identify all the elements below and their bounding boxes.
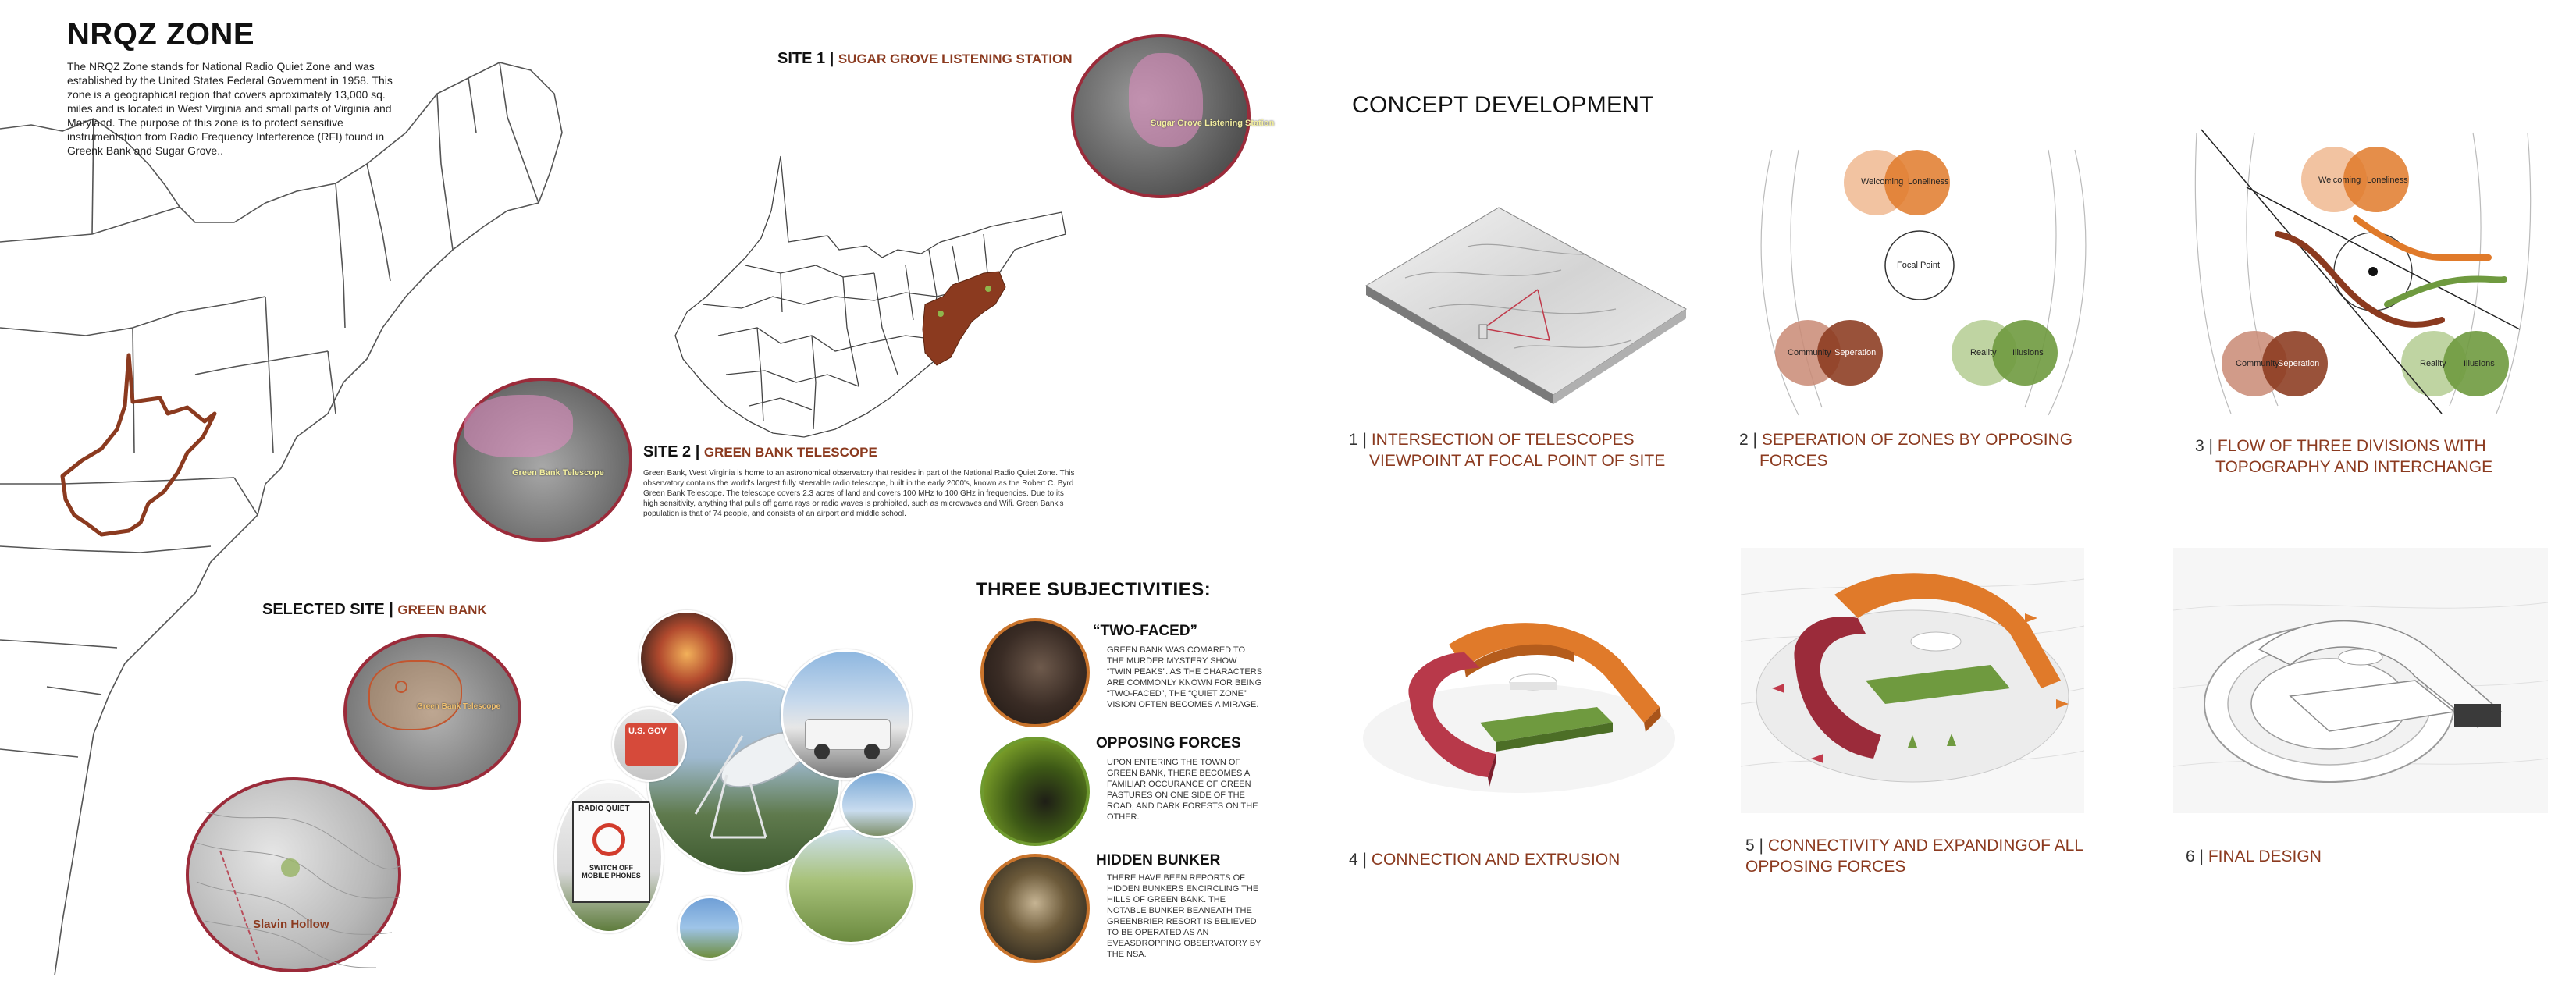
- caption-6: [2186, 846, 2529, 867]
- green-bank-circle-label: Green Bank Telescope: [512, 468, 604, 478]
- caption-3-text: FLOW OF THREE DIVISIONS WITH: [2217, 437, 2486, 455]
- caption-4-num: 4 |: [1349, 851, 1372, 869]
- venn3-community-label: Community: [2236, 359, 2279, 368]
- caption-6-num: 6 |: [2186, 848, 2208, 865]
- sugar-grove-aerial-circle: [1071, 34, 1275, 198]
- nrqz-title: NRQZ ZONE: [67, 17, 255, 52]
- caption-2-num: 2 |: [1739, 431, 1762, 449]
- site1-name: SUGAR GROVE LISTENING STATION: [838, 52, 1073, 66]
- caption-2-text2: FORCES: [1759, 452, 1828, 470]
- venn3-loneliness-label: Loneliness: [2367, 176, 2408, 185]
- caption-1: [1349, 429, 1685, 471]
- green-bank-aerial-circle: [453, 378, 632, 542]
- venn3-welcoming-label: Welcoming: [2318, 176, 2361, 185]
- site2-name: GREEN BANK TELESCOPE: [703, 445, 877, 460]
- site2-heading: [643, 443, 877, 461]
- caption-1-text: INTERSECTION OF TELESCOPES: [1371, 431, 1635, 449]
- caption-5-text: CONNECTIVITY AND EXPANDINGOF ALL: [1767, 837, 2083, 855]
- selected-circle1-label: Green Bank Telescope: [417, 702, 501, 711]
- caption-3-text2: TOPOGRAPHY AND INTERCHANGE: [2215, 458, 2493, 476]
- slavin-hollow-topo-circle: [186, 777, 401, 972]
- caption-5-text2: OPPOSING FORCES: [1745, 858, 1906, 876]
- photo-sky-dish: [840, 771, 915, 838]
- photo-landscape-small: [678, 896, 742, 960]
- topo-lines: [189, 780, 404, 975]
- venn2-illusions-label: Illusions: [2012, 348, 2044, 357]
- us-gov-sign-text: U.S. GOV: [628, 727, 667, 736]
- photo-us-gov-sign: [612, 707, 687, 782]
- photo-radio-quiet-sign: [554, 780, 664, 933]
- venn3-illusions-label: Illusions: [2464, 359, 2495, 368]
- caption-1-num: 1 |: [1349, 431, 1372, 449]
- photo-truck: [781, 649, 912, 780]
- concept-development-heading: CONCEPT DEVELOPMENT: [1352, 92, 1654, 118]
- subjectivity-title-3: HIDDEN BUNKER: [1096, 852, 1221, 869]
- caption-2-text: SEPERATION OF ZONES BY OPPOSING: [1761, 431, 2073, 449]
- venn2-reality-label: Reality: [1970, 348, 1997, 357]
- selected-prefix: SELECTED SITE |: [262, 601, 398, 618]
- diagram-3-flow: [2192, 125, 2535, 421]
- three-subjectivities-heading: THREE SUBJECTIVITIES:: [976, 579, 1212, 600]
- photo-valley-observatory: [787, 827, 915, 944]
- venn2-loneliness-label: Loneliness: [1908, 177, 1949, 187]
- switch-off-text: SWITCH OFF MOBILE PHONES: [582, 864, 641, 880]
- caption-3-num: 3 |: [2195, 437, 2218, 455]
- site1-heading: [777, 50, 1073, 68]
- slavin-hollow-label: Slavin Hollow: [253, 918, 329, 931]
- sugar-grove-circle-label: Sugar Grove Listening Station: [1151, 119, 1275, 128]
- selected-site-heading: [262, 601, 487, 619]
- selected-site-aerial-circle: [343, 634, 521, 790]
- venn2-focal-point-label: Focal Point: [1897, 261, 1941, 270]
- caption-4-text: CONNECTION AND EXTRUSION: [1371, 851, 1621, 869]
- caption-1-text2: VIEWPOINT AT FOCAL POINT OF SITE: [1369, 452, 1666, 470]
- subjectivity-title-1: “TWO-FACED”: [1093, 623, 1198, 639]
- west-virginia-county-map: [671, 148, 1077, 445]
- caption-2: [1739, 429, 2083, 471]
- diagram-4-extrusion: [1340, 590, 1683, 801]
- nrqz-description: The NRQZ Zone stands for National Radio Quiet Zone and was established by the United States Federal Government in 1958. This zone is a geographical region that covers aproximately 13,000 sq. miles and is located in West Virginia and small parts of Virginia and Maryland. The purpose of this zone is to protect sensitive instrumentation from Radio Frequency Interference (RFI) found in Greenk Bank and Sugar Grove..: [67, 60, 393, 157]
- venn3-seperation-label: Seperation: [2278, 359, 2320, 368]
- caption-5: [1745, 835, 2089, 877]
- caption-3: [2195, 435, 2539, 478]
- diagram-1-terrain: [1358, 200, 1702, 403]
- caption-6-text: FINAL DESIGN: [2208, 848, 2322, 865]
- diagram-6-final-design: [2173, 548, 2548, 813]
- site1-prefix: SITE 1 |: [777, 50, 838, 67]
- opposing-forces-image: [980, 737, 1090, 846]
- two-faced-image: [980, 618, 1090, 727]
- radio-quiet-text: RADIO QUIET: [578, 805, 630, 813]
- subjectivity-title-2: OPPOSING FORCES: [1096, 735, 1241, 752]
- diagram-5-expanding: [1741, 548, 2084, 813]
- caption-5-num: 5 |: [1745, 837, 1768, 855]
- subjectivity-text-2: UPON ENTERING THE TOWN OF GREEN BANK, THERE BECOMES A FAMILIAR OCCURANCE OF GREEN PASTURES ON ONE SIDE OF THE ROAD, AND DARK FORESTS ON THE OTHER.: [1107, 758, 1258, 822]
- subjectivity-text-3: THERE HAVE BEEN REPORTS OF HIDDEN BUNKERS ENCIRCLING THE HILLS OF GREEN BANK. THE NOTABLE BUNKER BEANEATH THE GREENBRIER RESORT IS BELIEVED TO BE OPERATED AS AN EVEASDROPPING OBSERVATORY BY THE NSA.: [1107, 873, 1261, 959]
- venn2-seperation-label: Seperation: [1834, 348, 1877, 357]
- caption-4: [1349, 849, 1692, 870]
- site2-description: Green Bank, West Virginia is home to an astronomical observatory that resides in part of the National Radio Quiet Zone. This observatory contains the world's largest fully steerable radio telescope, built in the early 2000's, known as the Robert C. Byrd Green Bank Telescope. The telescope covers 2.3 acres of land and covers 100 MHz to 100 GHz in frequencies. Due to its high sensitivity, anything that pulls off gama rays or radio waves is prohibited, such as microwaves and Wifi. Green Bank's population is that of 74 people, and consists of an airport and middle school.: [643, 469, 1075, 518]
- subjectivity-text-1: GREEN BANK WAS COMARED TO THE MURDER MYSTERY SHOW “TWIN PEAKS”. AS THE CHARACTERS ARE COMMONLY KNOWN FOR BEING “TWO-FACED”, THE “QUIET ZONE” VISION OFTEN BECOMES A MIRAGE.: [1107, 645, 1263, 709]
- venn2-community-label: Community: [1788, 348, 1831, 357]
- selected-name: GREEN BANK: [397, 602, 487, 617]
- site2-prefix: SITE 2 |: [643, 443, 704, 460]
- hidden-bunker-image: [980, 854, 1090, 963]
- venn3-reality-label: Reality: [2420, 359, 2446, 368]
- venn2-welcoming-label: Welcoming: [1861, 177, 1904, 187]
